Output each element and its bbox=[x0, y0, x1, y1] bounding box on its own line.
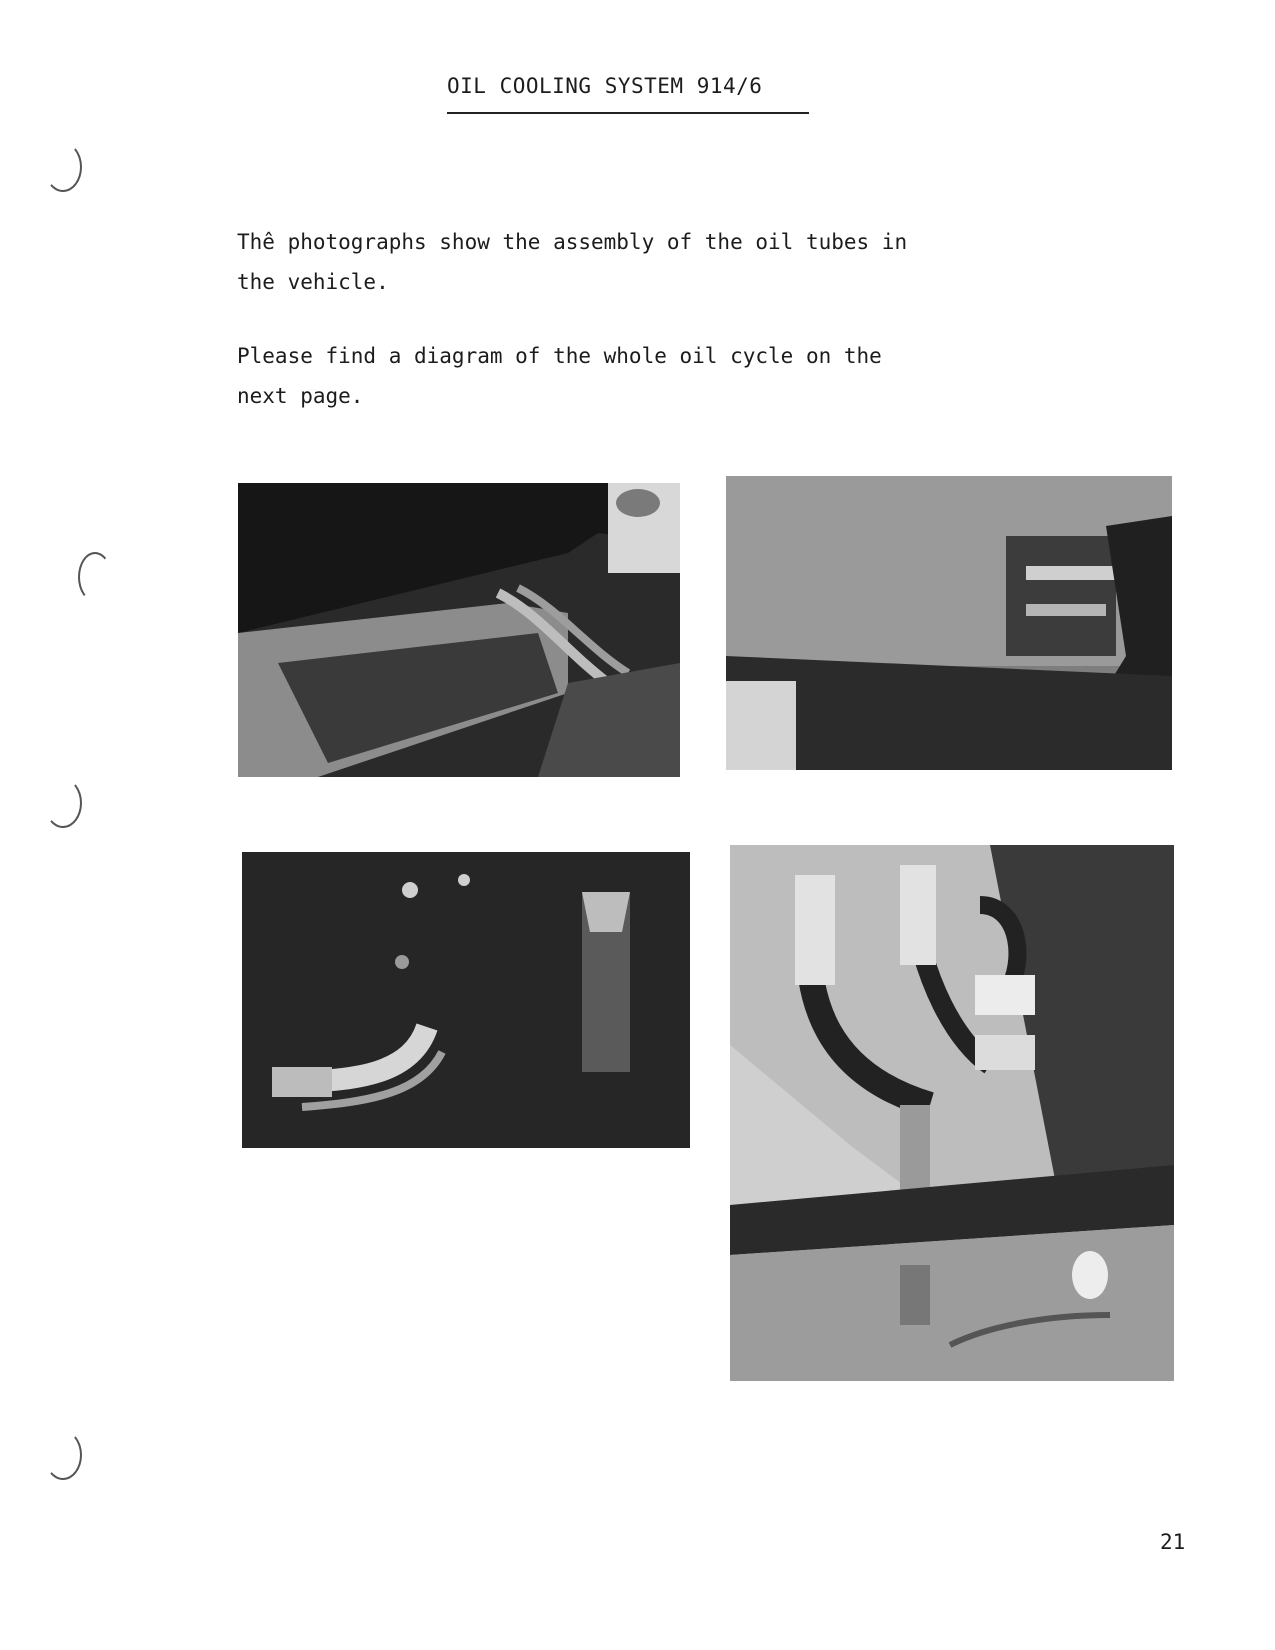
paragraph-photographs bbox=[237, 222, 907, 302]
photo-engine-bay-cooler bbox=[242, 852, 690, 1148]
paragraph-line: Please find a diagram of the whole oil cycle on the bbox=[237, 344, 882, 368]
photo-tube-junction bbox=[730, 845, 1174, 1381]
photo-body-panel-fitting bbox=[726, 476, 1172, 770]
paragraph-line: next page. bbox=[237, 384, 364, 408]
paragraph-line: the vehicle. bbox=[237, 270, 389, 294]
page-number: 21 bbox=[1160, 1530, 1186, 1554]
title-underline bbox=[447, 112, 809, 114]
binder-hole-mark bbox=[44, 1430, 82, 1480]
page-title: OIL COOLING SYSTEM 914/6 bbox=[447, 74, 763, 98]
paragraph-line: Thê photographs show the assembly of the oil tubes in bbox=[237, 230, 908, 254]
binder-hole-mark bbox=[78, 552, 112, 602]
binder-hole-mark bbox=[44, 778, 82, 828]
photo-oil-tubes-frame bbox=[238, 483, 680, 777]
binder-hole-mark bbox=[44, 142, 82, 192]
paragraph-diagram bbox=[237, 336, 882, 416]
